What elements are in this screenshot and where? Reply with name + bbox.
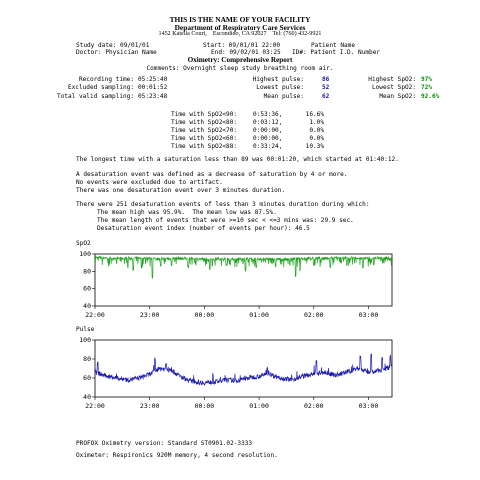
time-with-pct: 0.0% <box>309 135 324 142</box>
spo2-chart-title: SpO2 <box>76 240 91 247</box>
end-time: End: 09/02/01 03:25 <box>211 49 281 56</box>
time-with-time: 0:00:00, <box>253 135 283 142</box>
start-time: Start: 09/01/01 22:00 <box>203 42 281 49</box>
spo2-x-tick-label: 02:00 <box>303 311 324 319</box>
time-with-pct: 0.0% <box>309 127 324 134</box>
doctor-name: Doctor: Physician Name <box>76 49 157 56</box>
valid-sampling-value: 05:23:48 <box>138 93 168 100</box>
highest-spo2-label: Highest SpO2: <box>368 76 416 83</box>
mean-spo2-value: 92.6% <box>421 93 440 100</box>
time-with-label: Time with SpO2<60: <box>171 135 238 142</box>
pulse-chart-title: Pulse <box>76 326 95 333</box>
short-events-text: There were 251 desaturation events of less than 3 minutes duration during which: <box>76 201 370 208</box>
spo2-y-tick-label: 100 <box>79 250 91 258</box>
long-event-text: There was one desaturation event over 3 minutes duration. <box>76 187 286 194</box>
event-index-text: Desaturation event index (number of events per hour): 46.5 <box>97 225 310 232</box>
time-with-time: 0:03:12, <box>253 119 283 126</box>
excluded-sampling-value: 00:01:52 <box>138 84 168 91</box>
pulse-y-tick-label: 100 <box>79 336 91 344</box>
recording-time-label: Recording time: <box>78 76 134 83</box>
report-title: Oximetry: Comprehensive Report <box>187 56 293 64</box>
pulse-x-tick-label: 22:00 <box>85 402 105 410</box>
patient-name: Patient Name <box>311 42 356 49</box>
time-with-time: 0:00:00, <box>253 127 283 134</box>
lowest-pulse-label: Lowest pulse: <box>256 84 304 91</box>
time-with-time: 0:53:36, <box>253 111 283 118</box>
time-with-time: 0:33:24, <box>253 143 283 150</box>
longest-desaturation-text: The longest time with a saturation less than 89 was 00:01:20, which started at 01:40:12. <box>76 156 399 163</box>
time-with-label: Time with SpO2<70: <box>171 127 238 134</box>
highest-pulse-label: Highest pulse: <box>252 76 304 83</box>
software-version: PROFOX Oximetry version: Standard ST0901.02-3333 <box>76 440 253 447</box>
pulse-y-tick-label: 60 <box>83 374 91 382</box>
pulse-x-tick-label: 03:00 <box>358 402 379 410</box>
mean-pulse-value: 62 <box>322 93 330 100</box>
pulse-x-tick-label: 02:00 <box>303 402 324 410</box>
oximeter-info: Oximeter: Respironics 920M memory, 4 second resolution. <box>76 452 278 459</box>
lowest-spo2-value: 72% <box>421 84 433 91</box>
excluded-sampling-label: Excluded sampling: <box>67 84 134 91</box>
spo2-x-tick-label: 01:00 <box>249 311 269 319</box>
spo2-x-tick-label: 00:00 <box>194 311 215 319</box>
valid-sampling-label: Total valid sampling: <box>56 93 134 100</box>
patient-id: ID#: Patient I.D. Number <box>292 49 381 56</box>
pulse-y-tick-label: 80 <box>83 355 91 363</box>
study-date: Study date: 09/01/01 <box>76 42 150 49</box>
excluded-events-text: No events were excluded due to artifact. <box>76 179 223 186</box>
spo2-x-tick-label: 03:00 <box>358 311 379 319</box>
mean-spo2-label: Mean SpO2: <box>379 93 416 100</box>
highest-spo2-value: 97% <box>421 76 433 83</box>
mean-length-text: The mean length of events that were >=10 sec < <=3 mins was: 29.9 sec. <box>97 217 354 224</box>
pulse-plot-frame <box>95 340 392 397</box>
recording-time-value: 05:25:40 <box>138 76 168 83</box>
pulse-x-tick-label: 23:00 <box>139 402 160 410</box>
pulse-x-tick-label: 00:00 <box>194 402 215 410</box>
spo2-y-tick-label: 40 <box>83 302 91 310</box>
pulse-x-tick-label: 01:00 <box>249 402 269 410</box>
mean-high-low-text: The mean high was 95.9%. The mean low was 87.5%. <box>97 209 277 216</box>
facility-name: THIS IS THE NAME OF YOUR FACILITY <box>169 15 311 24</box>
lowest-pulse-value: 52 <box>322 84 330 91</box>
highest-pulse-value: 86 <box>322 76 330 83</box>
lowest-spo2-label: Lowest SpO2: <box>371 84 416 91</box>
time-with-label: Time with SpO2<90: <box>171 111 238 118</box>
time-with-pct: 10.3% <box>305 143 324 150</box>
time-with-pct: 1.0% <box>309 119 324 126</box>
pulse-y-tick-label: 40 <box>83 393 91 401</box>
department-name: Department of Respiratory Care Services <box>174 23 306 32</box>
spo2-y-tick-label: 80 <box>83 267 91 276</box>
facility-address: 1452 Katella Court, Escondido, CA 92027 Tel: (760) 432-9921 <box>158 31 322 37</box>
event-definition-text: A desaturation event was defined as a decrease of saturation by 4 or more. <box>76 171 348 178</box>
time-with-label: Time with SpO2<80: <box>171 119 238 126</box>
spo2-x-tick-label: 22:00 <box>85 311 105 319</box>
time-with-pct: 16.6% <box>305 111 324 118</box>
spo2-y-tick-label: 60 <box>83 284 91 293</box>
spo2-x-tick-label: 23:00 <box>139 311 160 319</box>
mean-pulse-label: Mean pulse: <box>263 93 304 100</box>
report-comments: Comments: Overnight sleep study breathing room air. <box>146 65 334 72</box>
time-with-label: Time with SpO2<88: <box>171 143 238 150</box>
